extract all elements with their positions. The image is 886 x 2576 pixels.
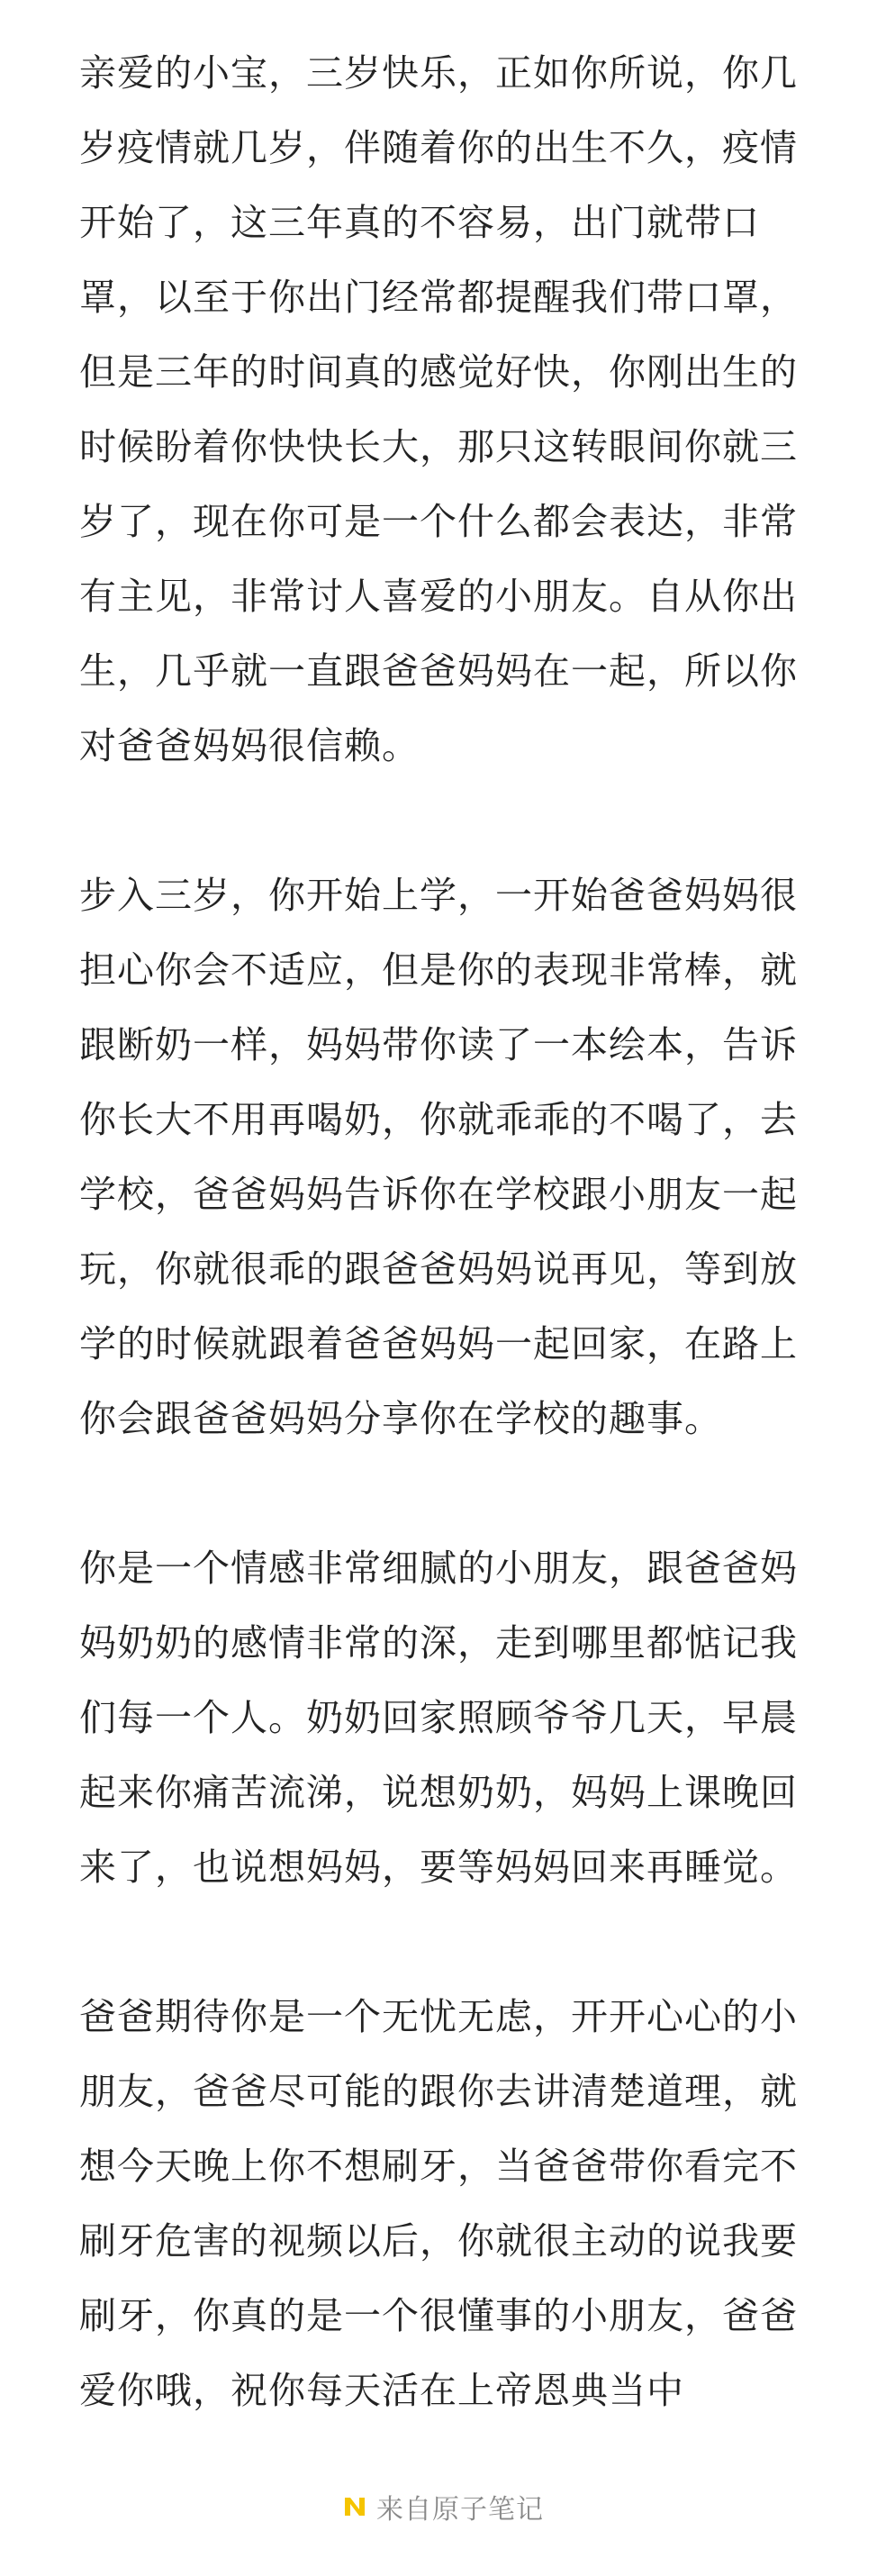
text-line: 刷牙，你真的是一个很懂事的小朋友，爸爸 [79, 2294, 798, 2337]
text-line: 时候盼着你快快长大，那只这转眼间你就三 [79, 425, 798, 468]
text-line: 起来你痛苦流涕，说想奶奶，妈妈上课晚回 [79, 1771, 798, 1814]
text-line: 们每一个人。奶奶回家照顾爷爷几天，早晨 [79, 1696, 798, 1739]
text-line: 罩，以至于你出门经常都提醒我们带口罩， [79, 276, 798, 319]
text-line: 生，几乎就一直跟爸爸妈妈在一起，所以你 [79, 649, 798, 693]
text-line: 学校，爸爸妈妈告诉你在学校跟小朋友一起 [79, 1173, 798, 1216]
paragraph-4 [79, 1980, 818, 2428]
text-line: 想今天晚上你不想刷牙，当爸爸带你看完不 [79, 2145, 798, 2188]
text-line: 玩，你就很乖的跟爸爸妈妈说再见，等到放 [79, 1247, 798, 1291]
text-line: 你是一个情感非常细腻的小朋友，跟爸爸妈 [79, 1547, 798, 1590]
text-line: 你会跟爸爸妈妈分享你在学校的趣事。 [79, 1397, 722, 1440]
text-line: 亲爱的小宝，三岁快乐，正如你所说，你几 [79, 51, 798, 95]
text-line: 担心你会不适应，但是你的表现非常棒，就 [79, 948, 798, 992]
text-line: 刷牙危害的视频以后，你就很主动的说我要 [79, 2219, 798, 2263]
text-line: 对爸爸妈妈很信赖。 [79, 724, 420, 767]
text-line: 岁了，现在你可是一个什么都会表达，非常 [79, 500, 798, 543]
text-line: 你长大不用再喝奶，你就乖乖的不喝了，去 [79, 1098, 798, 1141]
text-line: 岁疫情就几岁，伴随着你的出生不久，疫情 [79, 126, 798, 169]
text-line: 妈奶奶的感情非常的深，走到哪里都惦记我 [79, 1621, 798, 1664]
nut-notes-logo-icon [342, 2494, 367, 2519]
text-line: 爱你哦，祝你每天活在上帝恩典当中 [79, 2369, 684, 2412]
footer [0, 2484, 886, 2529]
text-line: 学的时候就跟着爸爸妈妈一起回家，在路上 [79, 1322, 798, 1365]
paragraph-1 [79, 36, 818, 784]
text-line: 但是三年的时间真的感觉好快，你刚出生的 [79, 350, 798, 394]
text-line: 有主见，非常讨人喜爱的小朋友。自从你出 [79, 575, 798, 618]
text-line: 开始了，这三年真的不容易，出门就带口 [79, 201, 760, 244]
article-body [79, 36, 818, 2503]
text-line: 步入三岁，你开始上学，一开始爸爸妈妈很 [79, 874, 798, 917]
text-line: 来了，也说想妈妈，要等妈妈回来再睡觉。 [79, 1846, 798, 1889]
brand-text: 来自原子笔记 [376, 2494, 544, 2526]
text-line: 朋友，爸爸尽可能的跟你去讲清楚道理，就 [79, 2070, 798, 2113]
text-line: 爸爸期待你是一个无忧无虑，开开心心的小 [79, 1995, 798, 2038]
brand-attribution[interactable] [342, 2487, 544, 2526]
paragraph-3 [79, 1531, 818, 1905]
text-line: 跟断奶一样，妈妈带你读了一本绘本，告诉 [79, 1023, 798, 1066]
paragraph-2 [79, 858, 818, 1456]
